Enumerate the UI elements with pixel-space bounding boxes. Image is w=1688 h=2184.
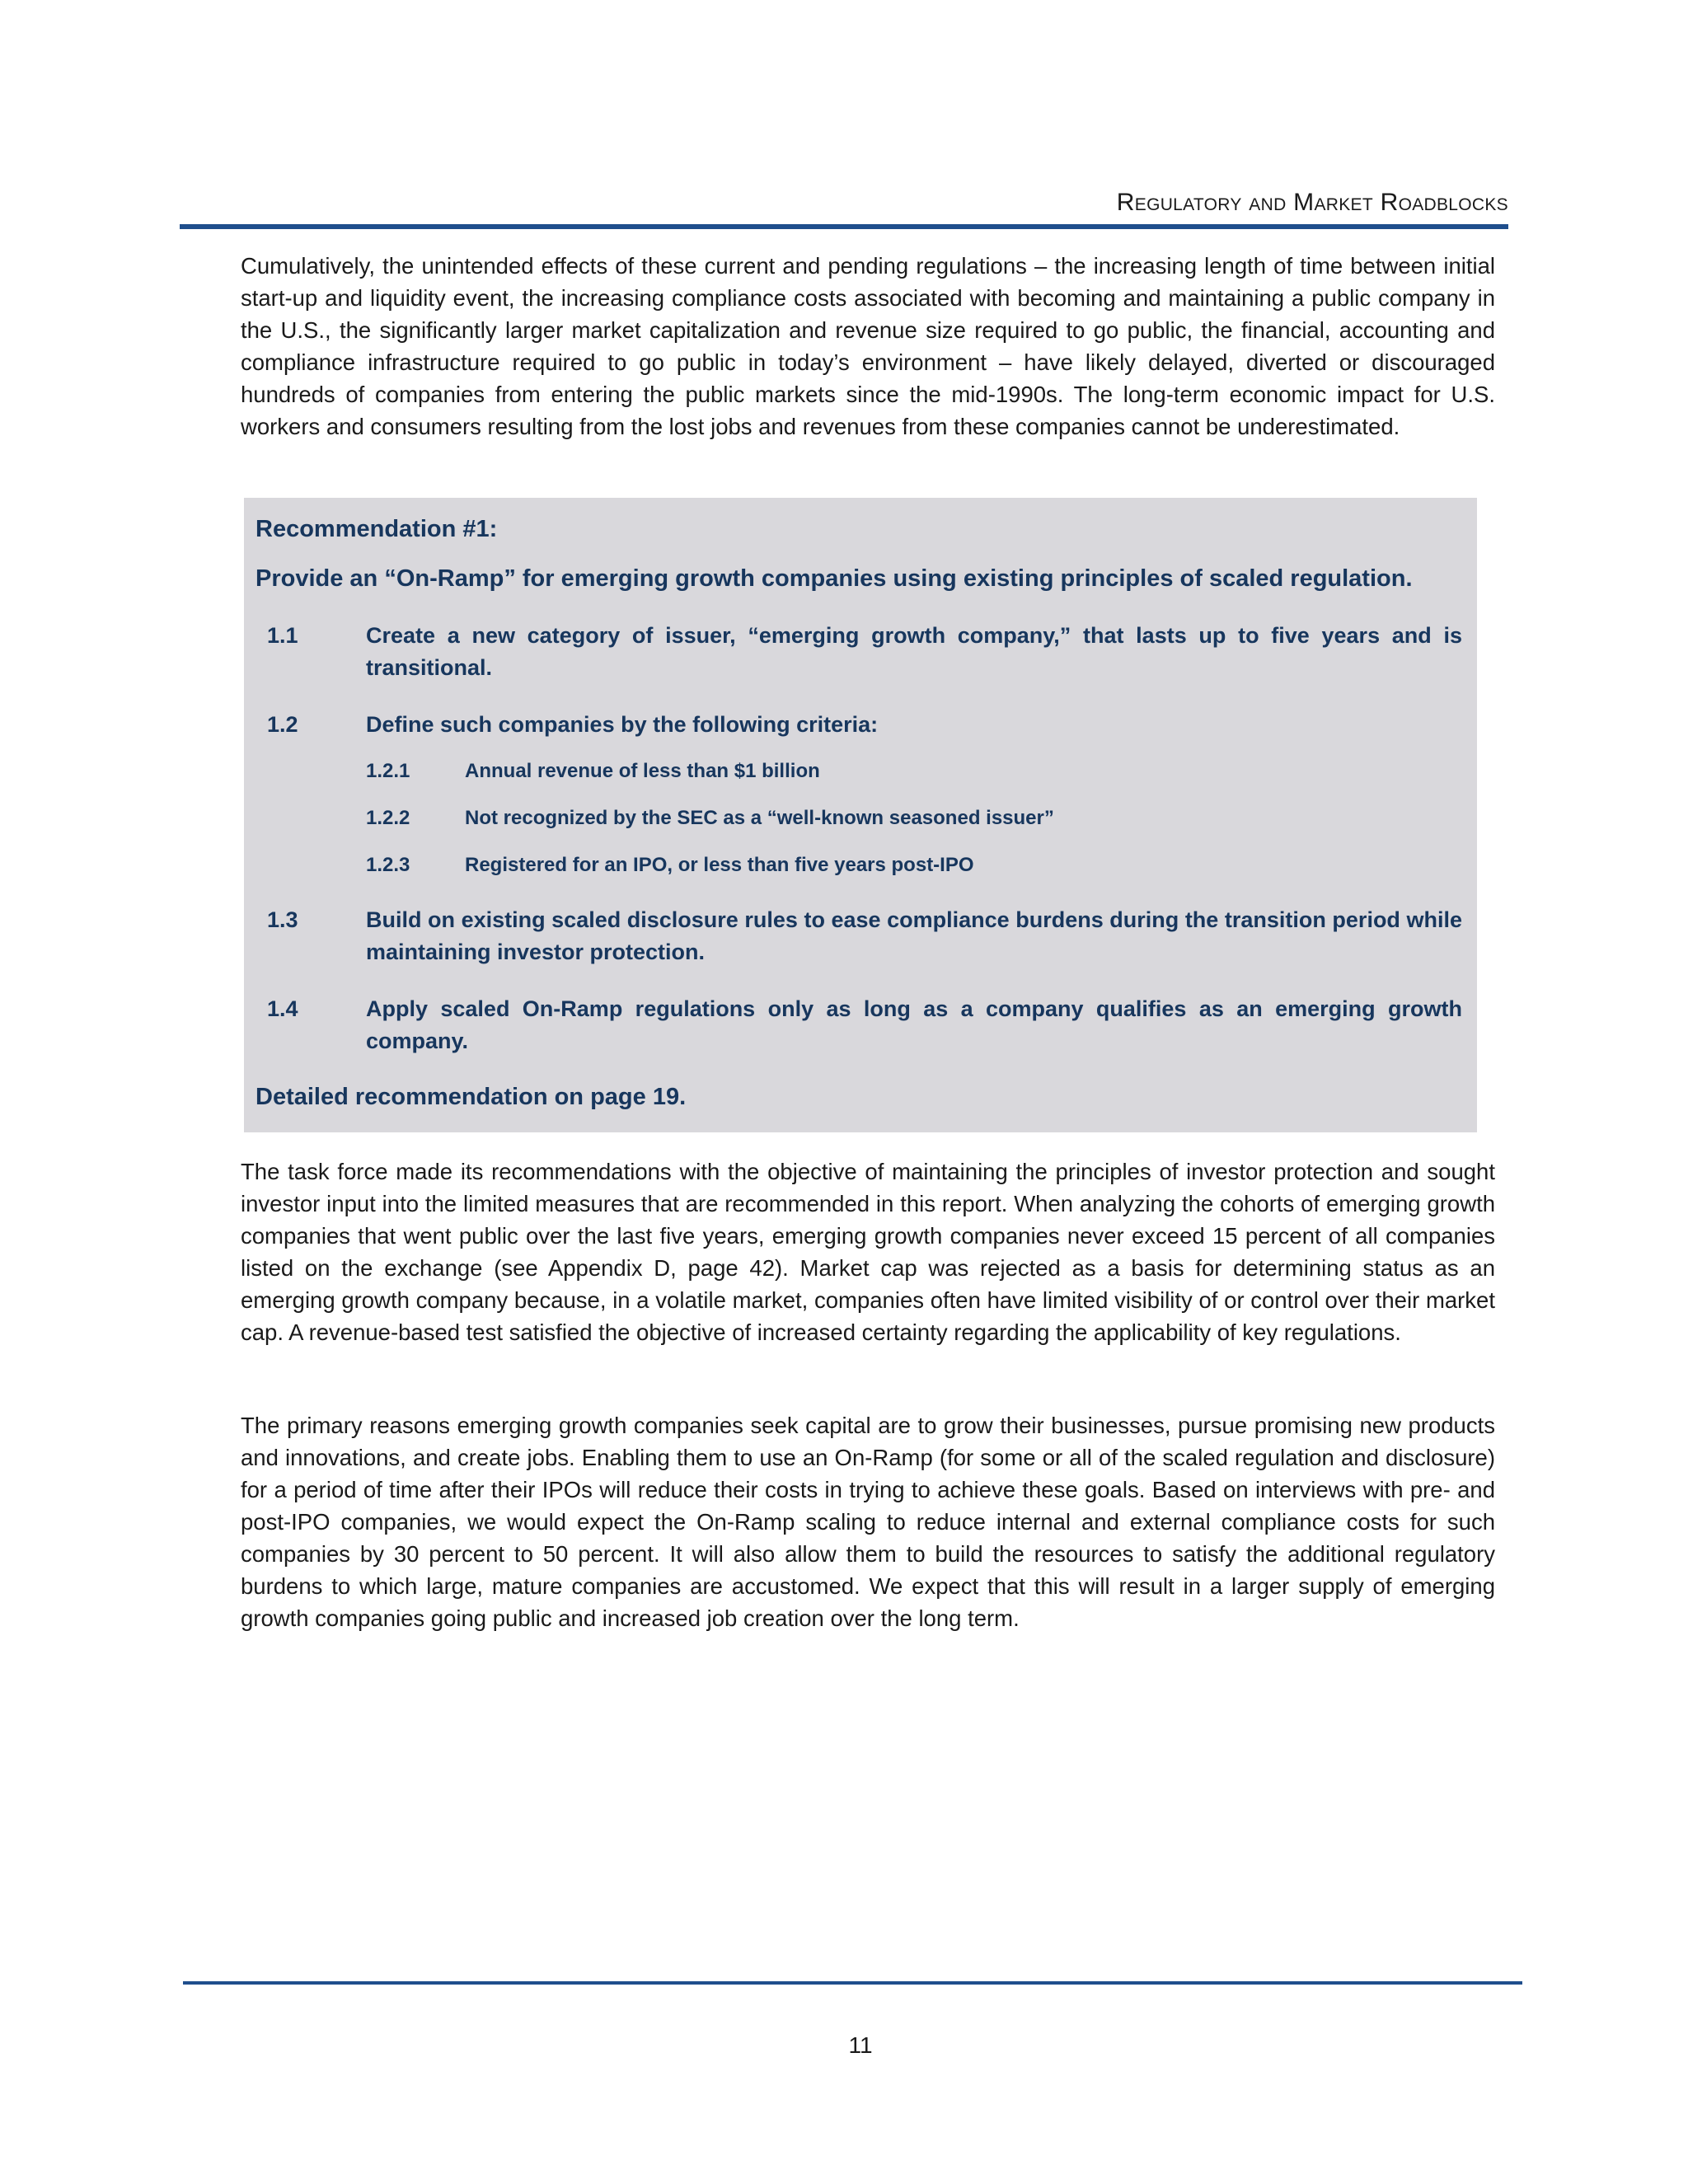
criteria-list xyxy=(256,757,1464,879)
item-text: Apply scaled On-Ramp regulations only as long as a company qualifies as an emerging growth company. xyxy=(366,996,1462,1053)
criteria-text: Not recognized by the SEC as a “well-known seasoned issuer” xyxy=(465,807,1054,829)
item-text: Define such companies by the following criteria: xyxy=(366,712,879,737)
item-number: 1.3 xyxy=(267,907,298,932)
body-paragraph-3: The primary reasons emerging growth companies seek capital are to grow their businesses, pursue promising new products and innovations, and create jobs. Enabling them to use an On-Ramp (for some or all of the scaled regulation and disclosure) for a period of time after their IPOs will reduce their costs in trying to achieve these goals. Based on interviews with pre- and post-IPO companies, we would expect the On-Ramp scaling to reduce internal and external compliance costs for such companies by 30 percent to 50 percent. It will also allow them to build the resources to satisfy the additional regulatory burdens to which large, mature companies are accustomed. We expect that this will result in a larger supply of emerging growth companies going public and increased job creation over the long term. xyxy=(241,1413,1495,1631)
item-number: 1.2 xyxy=(267,712,298,737)
criteria-number: 1.2.3 xyxy=(366,854,410,876)
recommendation-title: Recommendation #1: xyxy=(256,516,498,542)
recommendation-item xyxy=(256,993,1464,1057)
footer-rule xyxy=(183,1981,1522,1985)
recommendation-item xyxy=(256,620,1464,684)
body-paragraph-1: Cumulatively, the unintended effects of these current and pending regulations – the increasing length of time between initial start-up and liquidity event, the increasing compliance costs associated with becoming and maintaining a public company in the U.S., the significantly larger market capitalization and revenue size required to go public, the financial, accounting and compliance infrastructure required to go public in today’s environment – have likely delayed, diverted or discouraged hundreds of companies from entering the public markets since the mid-1990s. The long-term economic impact for U.S. workers and consumers resulting from the lost jobs and revenues from these companies cannot be underestimated. xyxy=(241,253,1495,439)
criteria-item xyxy=(256,851,1464,879)
criteria-text: Registered for an IPO, or less than five years post-IPO xyxy=(465,854,974,876)
recommendation-box xyxy=(244,498,1477,1132)
body-paragraph-2: The task force made its recommendations with the objective of maintaining the principles of investor protection and sought investor input into the limited measures that are recommended in this report. When analyzing the cohorts of emerging growth companies that went public over the last five years, emerging growth companies never exceed 15 percent of all companies listed on the exchange (see Appendix D, page 42). Market cap was rejected as a basis for determining status as an emerging growth company because, in a volatile market, companies often have limited visibility of or control over their market cap. A revenue-based test satisfied the objective of increased certainty regarding the applicability of key regulations. xyxy=(241,1159,1495,1345)
criteria-number: 1.2.1 xyxy=(366,760,410,782)
criteria-item xyxy=(256,804,1464,832)
item-text: Build on existing scaled disclosure rules to ease compliance burdens during the transition period while maintaining investor protection. xyxy=(366,907,1462,964)
recommendation-subtitle: Provide an “On-Ramp” for emerging growth companies using existing principles of scaled regulation. xyxy=(256,565,1413,592)
running-header: Regulatory and Market Roadblocks xyxy=(1116,189,1508,216)
page-number: 11 xyxy=(848,2032,873,2058)
recommendation-item xyxy=(256,709,1464,741)
recommendation-item xyxy=(256,904,1464,968)
recommendation-footer: Detailed recommendation on page 19. xyxy=(256,1084,687,1110)
header-rule xyxy=(180,224,1508,229)
item-number: 1.1 xyxy=(267,623,298,648)
item-text: Create a new category of issuer, “emerging growth company,” that lasts up to five years and is transitional. xyxy=(366,623,1462,680)
criteria-item xyxy=(256,757,1464,785)
item-number: 1.4 xyxy=(267,996,298,1021)
criteria-text: Annual revenue of less than $1 billion xyxy=(465,760,820,782)
criteria-number: 1.2.2 xyxy=(366,807,410,829)
